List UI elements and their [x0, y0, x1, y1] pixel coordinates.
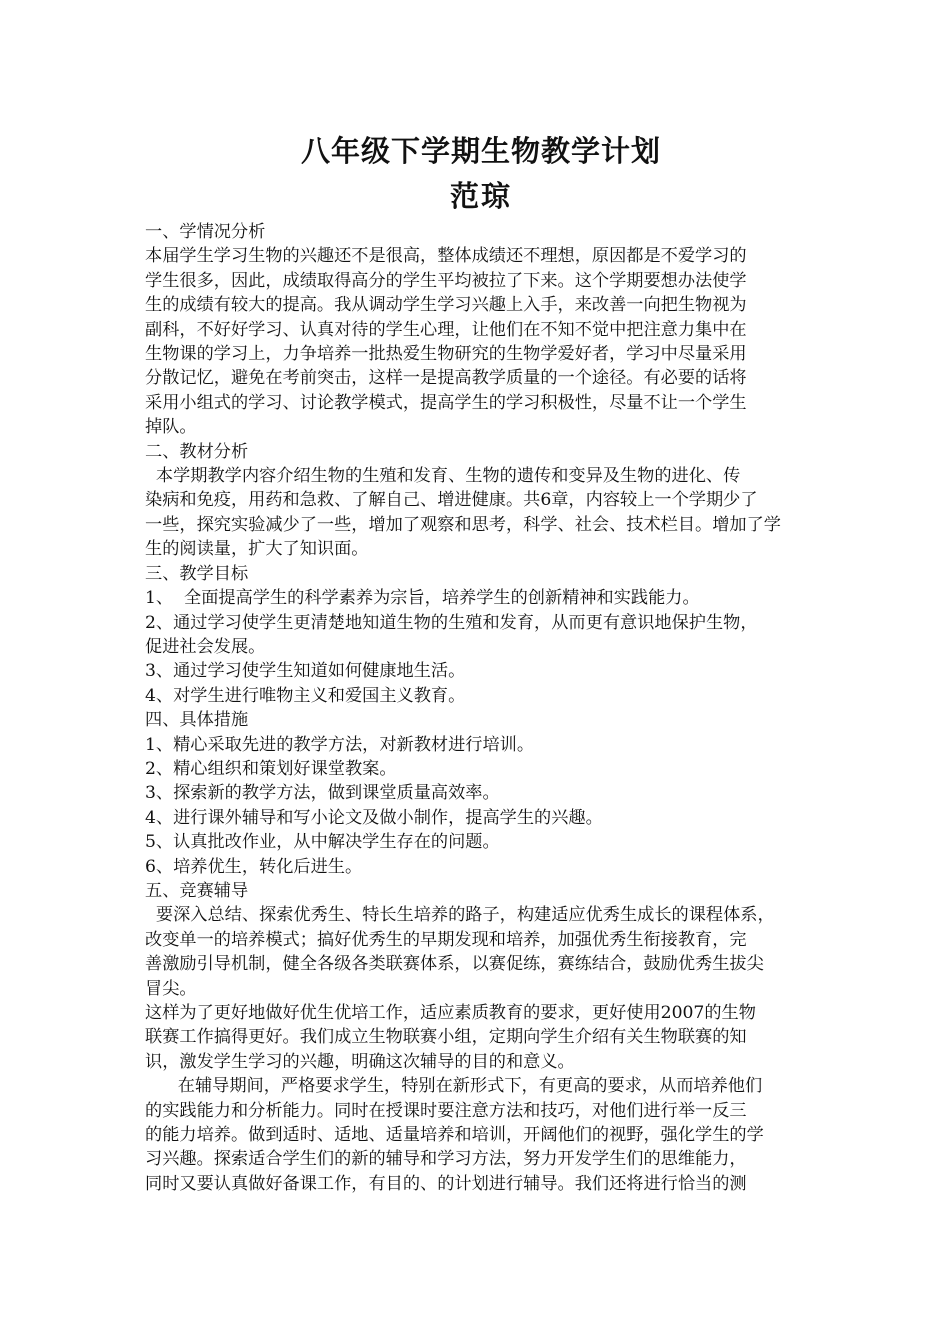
document-author: 范琼 — [449, 179, 512, 213]
paragraph-line: 生的阅读量，扩大了知识面。 — [145, 539, 369, 560]
paragraph-line: 生的成绩有较大的提高。我从调动学生学习兴趣上入手，来改善一向把生物视为 — [145, 295, 747, 316]
paragraph-line: 1、精心采取先进的教学方法，对新教材进行培训。 — [145, 734, 535, 755]
paragraph-line: 习兴趣。探索适合学生们的新的辅导和学习方法，努力开发学生们的思维能力， — [145, 1149, 747, 1170]
paragraph-line: 改变单一的培养模式；搞好优秀生的早期发现和培养，加强优秀生衔接教育，完 — [145, 929, 747, 950]
paragraph-line: 冒尖。 — [145, 978, 197, 999]
paragraph-line: 识，激发学生学习的兴趣，明确这次辅导的目的和意义。 — [145, 1051, 575, 1072]
paragraph-line: 本届学生学习生物的兴趣还不是很高，整体成绩还不理想，原因都是不爱学习的 — [145, 246, 747, 267]
paragraph-line: 染病和免疫，用药和急救、了解自己、增进健康。共6章，内容较上一个学期少了 — [145, 490, 758, 511]
paragraph-line: 4、进行课外辅导和写小论文及做小制作，提高学生的兴趣。 — [145, 807, 603, 828]
document-page — [145, 128, 817, 1196]
section-heading: 五、竞赛辅导 — [145, 880, 249, 901]
paragraph-line: 分散记忆，避免在考前突击，这样一是提高教学质量的一个途径。有必要的话将 — [145, 368, 747, 389]
paragraph-line: 联赛工作搞得更好。我们成立生物联赛小组，定期向学生介绍有关生物联赛的知 — [145, 1027, 747, 1048]
paragraph-line: 本学期教学内容介绍生物的生殖和发育、生物的遗传和变异及生物的进化、传 — [145, 466, 741, 487]
paragraph-line: 的实践能力和分析能力。同时在授课时要注意方法和技巧，对他们进行举一反三 — [145, 1100, 747, 1121]
paragraph-line: 要深入总结、探索优秀生、特长生培养的路子，构建适应优秀生成长的课程体系， — [145, 905, 775, 926]
document-body — [145, 220, 817, 1196]
paragraph-line: 生物课的学习上，力争培养一批热爱生物研究的生物学爱好者，学习中尽量采用 — [145, 344, 747, 365]
paragraph-line: 1、 全面提高学生的科学素养为宗旨，培养学生的创新精神和实践能力。 — [145, 588, 700, 609]
paragraph-line: 副科，不好好学习、认真对待的学生心理，让他们在不知不觉中把注意力集中在 — [145, 319, 747, 340]
paragraph-line: 在辅导期间，严格要求学生，特别在新形式下，有更高的要求，从而培养他们 — [145, 1076, 763, 1097]
paragraph-line: 6、培养优生，转化后进生。 — [145, 856, 363, 877]
paragraph-line: 的能力培养。做到适时、适地、适量培养和培训，开阔他们的视野，强化学生的学 — [145, 1125, 764, 1146]
paragraph-line: 2、精心组织和策划好课堂教案。 — [145, 758, 397, 779]
paragraph-line: 3、探索新的教学方法，做到课堂质量高效率。 — [145, 783, 500, 804]
paragraph-line: 采用小组式的学习、讨论教学模式，提高学生的学习积极性，尽量不让一个学生 — [145, 392, 747, 413]
paragraph-line: 学生很多，因此，成绩取得高分的学生平均被拉了下来。这个学期要想办法使学 — [145, 270, 747, 291]
section-heading: 二、教材分析 — [145, 441, 249, 462]
paragraph-line: 一些，探究实验减少了一些，增加了观察和思考，科学、社会、技术栏目。增加了学 — [145, 514, 781, 535]
paragraph-line: 促进社会发展。 — [145, 636, 266, 657]
section-heading: 三、教学目标 — [145, 563, 249, 584]
paragraph-line: 3、通过学习使学生知道如何健康地生活。 — [145, 661, 466, 682]
paragraph-line: 掉队。 — [145, 417, 197, 438]
paragraph-line: 善激励引导机制，健全各级各类联赛体系，以赛促练，赛练结合，鼓励优秀生拔尖 — [145, 954, 764, 975]
paragraph-line: 同时又要认真做好备课工作，有目的、的计划进行辅导。我们还将进行恰当的测 — [145, 1173, 747, 1194]
document-title: 八年级下学期生物教学计划 — [300, 134, 661, 168]
paragraph-line: 5、认真批改作业，从中解决学生存在的问题。 — [145, 832, 500, 853]
section-heading: 四、具体措施 — [145, 710, 249, 731]
paragraph-line: 4、对学生进行唯物主义和爱国主义教育。 — [145, 685, 466, 706]
paragraph-line: 2、通过学习使学生更清楚地知道生物的生殖和发育，从而更有意识地保护生物， — [145, 612, 758, 633]
paragraph-line: 这样为了更好地做好优生优培工作，适应素质教育的要求，更好使用2007的生物 — [145, 1003, 756, 1023]
section-heading: 一、学情况分析 — [145, 222, 266, 242]
